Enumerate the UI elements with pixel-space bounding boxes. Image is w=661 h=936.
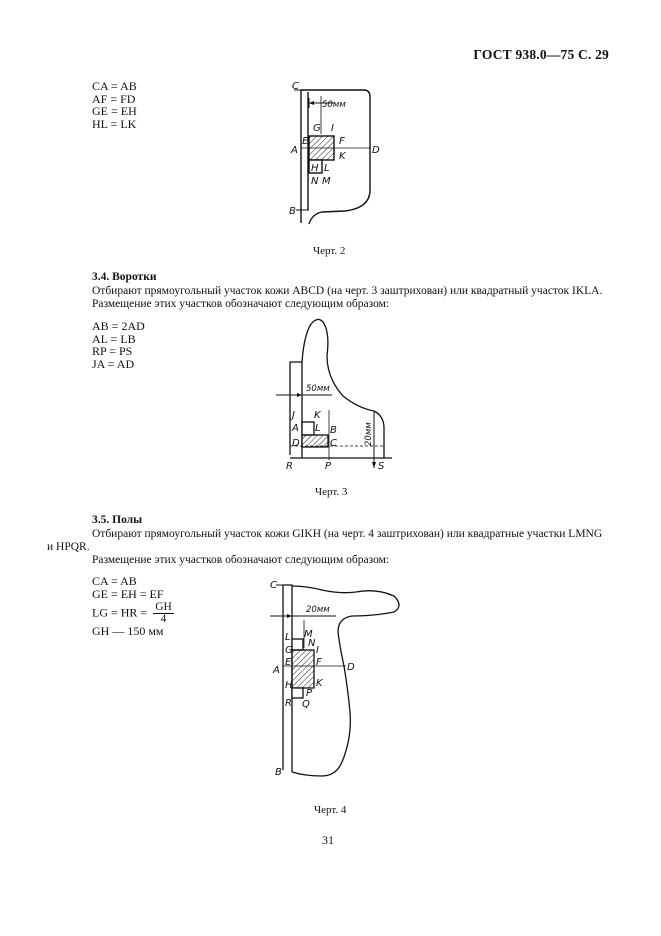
fig2-label-g: G bbox=[313, 123, 321, 134]
fig3-label-d: D bbox=[292, 438, 300, 449]
fraction bbox=[153, 602, 174, 625]
fig4-label-n: N bbox=[308, 638, 316, 649]
equation: GE = EH = EF bbox=[92, 586, 164, 601]
fig4-label-i: I bbox=[316, 645, 319, 656]
equation: CA = AB bbox=[92, 574, 137, 588]
fig4-label-m: M bbox=[304, 629, 313, 640]
fig4-label-g: G bbox=[285, 645, 293, 656]
section-3-4-paragraph-2: Размещение этих участков обозначают следующим образом: bbox=[92, 298, 390, 310]
fig4-dimension: 20мм bbox=[306, 605, 330, 615]
fig3-label-s: S bbox=[378, 461, 385, 472]
fig3-label-j: J bbox=[292, 410, 295, 421]
fig4-label-h: H bbox=[285, 680, 293, 691]
fig2-dimension: 50мм bbox=[322, 100, 346, 110]
equation: AL = LB bbox=[92, 331, 136, 346]
fig4-label-l: L bbox=[285, 632, 291, 643]
fig4-label-a: A bbox=[273, 665, 280, 676]
fig2-label-n: N bbox=[311, 176, 319, 187]
fraction-denominator: 4 bbox=[160, 613, 167, 625]
fig3-equations bbox=[92, 320, 145, 370]
fraction-numerator: GH bbox=[155, 601, 172, 613]
equation-prefix: LG = HR = bbox=[92, 605, 148, 620]
fig2-label-b: B bbox=[289, 206, 296, 217]
section-3-5-paragraph: Отбирают прямоугольный участок кожи GIKH (на черт. 4 заштрихован) или квадратные участки LMNG bbox=[92, 528, 603, 540]
equation: JA = AD bbox=[92, 356, 135, 371]
fig3-dimension: 50мм bbox=[306, 384, 330, 394]
equation: AF = FD bbox=[92, 91, 136, 106]
section-3-5-paragraph-cont: и HPQR. bbox=[47, 541, 90, 553]
fig4-label-r: R bbox=[285, 698, 292, 709]
equation bbox=[92, 602, 174, 625]
section-3-4-heading: 3.4. Воротки bbox=[92, 271, 157, 283]
fig4-label-b: B bbox=[275, 767, 282, 778]
fig2-label-c: C bbox=[292, 81, 299, 92]
fig3-label-p: P bbox=[325, 461, 332, 472]
fig4-label-f: F bbox=[316, 657, 322, 668]
fig3-dimension-vertical: 20мм bbox=[364, 422, 374, 446]
fig4-label-e: E bbox=[285, 657, 292, 668]
fig2-label-d: D bbox=[372, 145, 380, 156]
fig2-label-i: I bbox=[331, 123, 334, 134]
equation: RP = PS bbox=[92, 344, 133, 358]
fig2-label-e: E bbox=[302, 136, 309, 147]
fig3-label-a: A bbox=[292, 423, 299, 434]
fig4-label-d: D bbox=[347, 662, 355, 673]
figure-3-drawing bbox=[283, 315, 393, 470]
fig4-equations bbox=[92, 575, 174, 638]
fig3-label-l: L bbox=[315, 423, 321, 434]
fig4-label-p: P bbox=[306, 688, 313, 699]
fig2-label-k: K bbox=[339, 151, 346, 162]
fig3-label-r: R bbox=[286, 461, 293, 472]
equation: CA = AB bbox=[92, 79, 137, 93]
fig3-label-k: K bbox=[314, 410, 321, 421]
fig4-label-q: Q bbox=[302, 699, 310, 710]
figure-2-caption: Черт. 2 bbox=[313, 245, 346, 257]
section-3-4-paragraph: Отбирают прямоугольный участок кожи ABCD (на черт. 3 заштрихован) или квадратный участок IKLA. bbox=[92, 285, 603, 297]
equation: GH — 150 мм bbox=[92, 624, 164, 638]
fig2-label-f: F bbox=[339, 136, 345, 147]
figure-3-caption: Черт. 3 bbox=[315, 486, 348, 498]
equation: HL = LK bbox=[92, 116, 137, 131]
figure-2-drawing bbox=[285, 75, 405, 235]
equation: GE = EH bbox=[92, 104, 137, 118]
figure-4-drawing bbox=[265, 575, 415, 785]
fig4-label-c: C bbox=[270, 580, 277, 591]
page-number: 31 bbox=[322, 833, 334, 847]
section-3-5-heading: 3.5. Полы bbox=[92, 514, 143, 526]
equation: AB = 2AD bbox=[92, 319, 145, 333]
fig3-label-b: B bbox=[330, 425, 337, 436]
fig2-label-m: M bbox=[322, 176, 331, 187]
fig2-label-h: H bbox=[311, 163, 319, 174]
page-header: ГОСТ 938.0—75 С. 29 bbox=[473, 47, 609, 62]
fig3-label-c: C bbox=[330, 438, 337, 449]
section-3-5-paragraph-2: Размещение этих участков обозначают следующим образом: bbox=[92, 554, 390, 566]
fig2-label-l: L bbox=[324, 163, 330, 174]
figure-4-caption: Черт. 4 bbox=[314, 804, 347, 816]
fig2-label-a: A bbox=[291, 145, 298, 156]
fig2-equations bbox=[92, 80, 137, 130]
fig4-label-k: K bbox=[316, 678, 323, 689]
